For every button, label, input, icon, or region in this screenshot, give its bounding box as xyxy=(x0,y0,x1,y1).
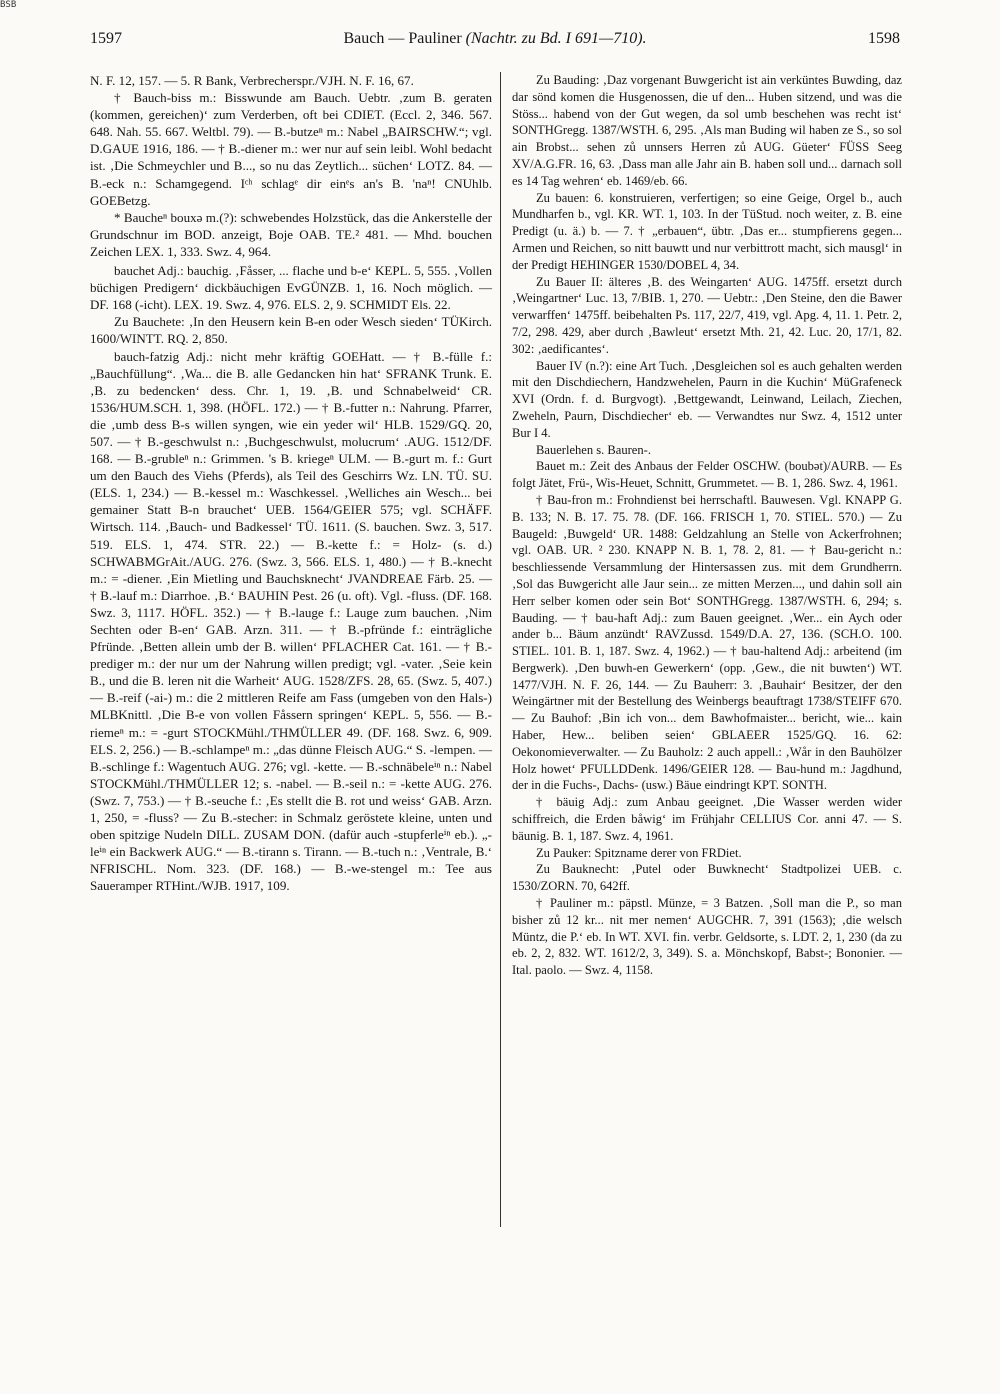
header-title-sub: (Nachtr. zu Bd. I 691—710). xyxy=(465,30,647,47)
entry-fragment: N. F. 12, 157. — 5. R Bank, Verbrecherspr./VJH. N. F. 16, 67. xyxy=(90,73,414,88)
right-column xyxy=(512,72,902,979)
entry-bauchete: Zu Bauchete: ‚In den Heusern kein B-en oder Wesch sieden‘ TÜKirch. 1600/WINTT. RQ. 2, 850. xyxy=(90,314,492,347)
entry-bauchen: * Baucheⁿ bouxə m.(?): schwebendes Holzstück, das die Ankerstelle der Grundschnur im BOD. anzeigt, Boje OAB. TE.² 481. — Mhd. bouchen Zeichen LEX. 1, 333. Swz. 4, 964. xyxy=(90,209,492,259)
entry-bauchet: bauchet Adj.: bauchig. ‚Fåsser, ... flache und b-e‘ KEPL. 5, 555. ‚Vollen büchigen Predigern‘ dickbäuchigen EvGÜNZB. 1, 16. Noch möglich. — DF. 168 (-icht). LEX. 19. Swz. 4, 976. ELS. 2, 9. SCHMIDT Els. 22. xyxy=(90,263,492,313)
header-title xyxy=(90,30,900,48)
entry-bauerlehen: Bauerlehen s. Bauren-. xyxy=(536,442,651,457)
entry-bau-fron: † Bau-fron m.: Frohndienst bei herrschaftl. Bauwesen. Vgl. KNAPP G. B. 133; N. B. 17. 75. 78. (DF. 166. FRISCH 1, 70. STIEL. 570.) — Zu Baugeld: ‚Buwgeld‘ UR. 1488: Geldzahlung an Stelle von Ackerfrohnen; vgl. OAB. UR. ² 230. KNAPP N. B. 1, 78. 2, 81. — † Bau-gericht n.: beschliessende Versammlung der Hintersassen zus. mit dem Grundherrn. ‚Sol das Buwgericht alle Jaur sein... ze mitten Merzen..., und dahin soll ain Herr selber komen oder sein Bot‘ SONTHGregg. 1387/WSTH. 6, 294; s. Bauding. — † bau-haft Adj.: zum Bauen geeignet. ‚Wer... ein Aych oder ander b... Bäum anzündt‘ RAVZussd. 1549/D.A. 27, 136. (SCH.O. 100. STIEL. 101. B. 1, 187. Swz. 4, 1962.) — † bau-haltend Adj.: arbeitend (im Bergwerk). ‚Den buwh-en Gewerkern‘ (opp. ‚Gew., die nit buwten‘) WT. 1477/VJH. N. F. 26, 144. — Zu Bauherr: 3. ‚Bauhair‘ Besitzer, der den Weingärtner mit der Bestellung des Weinbergs beauftragt 1738/STEIFF 670. — Zu Bauhof: ‚Bin ich von... dem Bawhofmaister... bericht, wie... kain Haber, Hew... beliben seien‘ GBLAEER 1525/GQ. 16. 62: Oekonomieverwalter. — Zu Bauholz: 2 auch appell.: ‚Wår in den Bauhölzer Holz howet‘ PFULLDDenk. 1496/GEIER 128. — Bau-hund m.: Jagdhund, der in die Fuchs-, Dachs- (usw.) Bäue eindringt KPT. SONTH. xyxy=(512,492,902,793)
page-number-right: 1598 xyxy=(868,30,900,47)
entry-baeuig: † bäuig Adj.: zum Anbau geeignet. ‚Die Wasser werden wider schiffreich, die Erden båwig‘ im Frühjahr CELLIUS Cor. anni 47. — S. bäunig. B. 1, 187. Swz. 4, 1961. xyxy=(512,795,902,843)
entry-bauer-ii: Zu Bauer II: älteres ‚B. des Weingarten‘ AUG. 1475ff. ersetzt durch ‚Weingartner‘ Luc. 13, 7/BIB. 1, 270. — Uebtr.: ‚Den Steine, den die Bawer verwarffen‘ 1475ff. beibehalten Ps. 117, 22/7, 419, vgl. Apg. 4, 11. 1. Petr. 2, 7/2, 298. 429, aber durch ‚Bawleut‘ ersetzt Mth. 21, 42. Luc. 20, 17/1, 82. 302: ‚aedificantes‘. xyxy=(512,274,902,356)
entry-pauker: Zu Pauker: Spitzname derer von FRDiet. xyxy=(536,845,742,860)
entry-bauch-biss: † Bauch-biss m.: Bisswunde am Bauch. Uebtr. ‚zum B. geraten (kommen, gereichen)‘ zum Verderben, oft bei CDIET. (Eccl. 2, 346. 567. 648. Nah. 55. 667. Weltbl. 79). — B.-butzeⁿ m.: Nabel „BAIRSCHW.“; vgl. D.GAUE 1916, 186. — † B.-diener m.: wer nur auf sein leibl. Wohl bedacht ist. ‚Die Schmeychler und B..., so nu das Zeytlich... süchen‘ LOTZ. 84. — B.-eck n.: Schamgegend. Iᶜʰ schlagᵉ dir einᵉs an's B. 'naⁿ! CNUhlb. GOEBetzg. xyxy=(90,90,492,208)
left-column xyxy=(90,72,492,895)
entry-bauknecht: Zu Bauknecht: ‚Putel oder Buwknecht‘ Stadtpolizei UEB. c. 1530/ZORN. 70, 642ff. xyxy=(512,862,902,894)
column-divider xyxy=(500,72,501,1227)
library-watermark: BSB xyxy=(0,0,17,10)
entry-bauch-fatzig: bauch-fatzig Adj.: nicht mehr kräftig GOEHatt. — † B.-fülle f.: „Bauchfüllung“. ‚Wa... die B. alle Gedancken hin hat‘ SFRANK Trunk. E. ‚B. zu bedencken‘ dess. Chr. 1, 19. ‚B. und Schnabelweid‘ CR. 1536/HUM.SCH. 1, 398. (HÖFL. 172.) — † B.-futter n.: Nahrung. Pfarrer, die ‚umb dess B-s willen syngen, wie ein yeder wil‘ HLB. 1529/GQ. 20, 507. — † B.-geschwulst n.: ‚Buchgeschwulst, molucrum‘ .AUG. 1512/DF. 168. — B.-grubleⁿ n.: Grimmen. 's B. kriegeⁿ ULM. — B.-gurt m. f.: Gurt um den Bauch des Viehs (Pferds), als Teil des Geschirrs Wz. LN. TÜ. SU. (ELS. 1, 234.) — B.-kessel m.: Waschkessel. ‚Welliches ain Wesch... bei gemainer Statt B-n brauchet‘ UEB. 1564/GEIER 575; vgl. SCHÄFF. Wirtsch. 114. ‚Bauch- und Badkessel‘ TÜ. 1611. (S. bauchen. Swz. 3, 517. 519. ELS. 1, 474. STR. 22.) — B.-kette f.: = Holz- (s. d.) SCHWABMGrAit./AUG. 276. (Swz. 3, 566. ELS. 1, 480.) — † B.-knecht m.: = -diener. ‚Ein Mietling und Bauchsknecht‘ JVANDREAE Färb. 25. — † B.-lauf m.: Diarrhoe. ‚B.‘ BAUHIN Pest. 26 (u. oft). Vgl. -fluss. (DF. 168. Swz. 3, 1117. HÖFL. 352.) — † B.-lauge f.: Lauge zum bauchen. ‚Nim Sechten oder B-en‘ GAB. Arzn. 311. — † B.-pfründe f.: einträgliche Pfründe. ‚Betten allein umb der B. willen‘ PFLACHER Cat. 161. — † B.-prediger m.: der nur um der Nahrung willen predigt; vgl. -vater. ‚Seie kein B., und die B. leren nit die Warheit‘ AUG. 1528/ZFS. 28, 65. (Swz. 5, 407.) — B.-reif (-ai-) m.: die 2 mittleren Reife am Fass (umgeben von den Hals-) MLBKnittl. ‚Die B-e von vollen Fåssern springen‘ KEPL. 5, 556. — B.-riemeⁿ m.: = -gurt STOCKMühl./THMÜLLER 49. (DF. 168. Swz. 6, 909. ELS. 2, 256.) — B.-schlampeⁿ m.: „das dünne Fleisch AUG.“ S. -lempen. — B.-schlinge f.: Wagentuch AUG. 276; vgl. -kette. — B.-schnäbeleⁱⁿ n.: Nabel STOCKMühl./THMÜLLER 12; s. -nabel. — B.-seil n.: = -kette AUG. 276. (Swz. 7, 753.) — † B.-seuche f.: ‚Es stellt die B. rot und weiss‘ GAB. Arzn. 1, 250, = -fluss? — Zu B.-stecher: in Schmalz geröstete kleine, unten und oben spitzige Nudeln DILL. ZUSAM DON. (dafür auch -stupferleⁱⁿ eb.). „-leⁱⁿ ein Backwerk AUG.“ — B.-tirann s. Tirann. — B.-tuch n.: ‚Ventrale, B.‘ NFRISCHL. Nom. 323. (DF. 168.) — B.-we-stengel m.: Tee aus Saueramper RTHint./WJB. 1917, 109. xyxy=(90,348,492,894)
entry-bauen: Zu bauen: 6. konstruieren, verfertigen; so eine Geige, Orgel b., auch Mundharfen b., vgl. KR. WT. 1, 103. In der TüStud. noch weiter, z. B. eine Predigt (u. ä.) b. — 7. † „erbauen“, übtr. ‚Das er... stumpfierens gegen... Armen und Reichen, so nitt bauwtt und nur verbittrott macht, sich mausgl‘ in der Predigt HEHINGER 1530/DOBEL 4, 34. xyxy=(512,190,902,272)
entry-bauding: Zu Bauding: ‚Daz vorgenant Buwgericht ist ain verküntes Buwding, daz dar sönd komen die Husgenossen, die uf den... Huben sitzend, und was die Stöss... habend von der Gut wegen, da sol umb beschehen was recht ist‘ SONTHGregg. 1387/WSTH. 6, 295. ‚Als man Buding wil haben ze S., so sol ain Brobst... sehen zů unnsers Herren zů AUG. Güeter‘ FÜSS Seeg XV/A.G.FR. 16, 63. ‚Dass man alle Jahr ain B. haben soll und... darnach soll es 14 Tag wehren‘ eb. 1469/eb. 66. xyxy=(512,73,902,188)
entry-bauet: Bauet m.: Zeit des Anbaus der Felder OSCHW. (boubət)/AURB. — Es folgt Jätet, Frü-, Wis-Heuet, Schnitt, Grummetet. — B. 1, 286. Swz. 4, 1961. xyxy=(512,459,902,491)
page-number-left: 1597 xyxy=(90,30,122,47)
entry-pauliner: † Pauliner m.: päpstl. Münze, = 3 Batzen. ‚Soll man die P., so man bisher zů 12 kr... nit mer nemen‘ AUGCHR. 7, 391 (1563); ‚die welsch Müntz, die P.‘ eb. In WT. XVI. fin. verbr. Geldsorte, s. LDT. 2, 1, 230 (da zu eb. 2, 2, 832. WT. 1612/2, 3, 349). S. a. Mönchskopf, Babst-; Bononier. — Ital. paolo. — Swz. 4, 1158. xyxy=(512,896,902,978)
entry-bauer-iv: Bauer IV (n.?): eine Art Tuch. ‚Desgleichen sol es auch gehalten werden mit den Dischdiechern, Handzwehelen, Paurn in die Kuchin‘ MüGrafeneck XVI (Ordn. f. d. Burgvogt). ‚Bettgewandt, Leinwand, Leilach, Ziechen, Zweheln, Paurn, Dischdiecher‘ eb. — Verwandtes nur Swz. 4, 1512 unter Bur I 4. xyxy=(512,358,902,440)
running-header xyxy=(90,30,900,54)
header-title-main: Bauch — Pauliner xyxy=(343,30,462,47)
